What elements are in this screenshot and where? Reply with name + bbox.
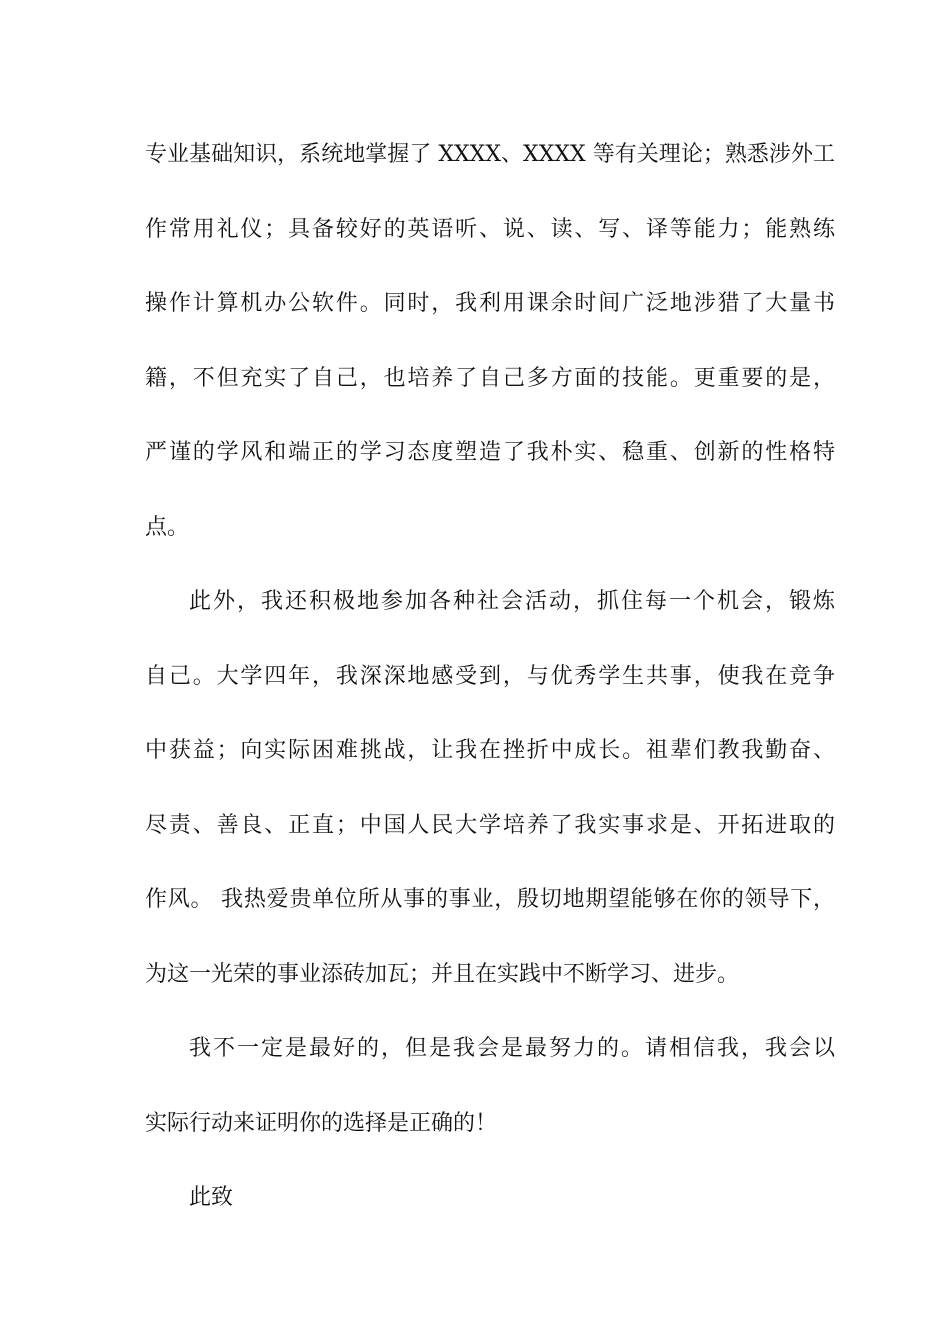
text-line-5: 严谨的学风和端正的学习态度塑造了我朴实、稳重、创新的性格特 — [145, 440, 835, 465]
text-line-2: 作常用礼仪；具备较好的英语听、说、读、写、译等能力；能熟练 — [145, 217, 835, 242]
text-line-3: 操作计算机办公软件。同时，我利用课余时间广泛地涉猎了大量书 — [145, 291, 835, 316]
text-line-14: 实际行动来证明你的选择是正确的！ — [145, 1111, 498, 1136]
text-line-1: 专业基础知识，系统地掌握了 XXXX、XXXX 等有关理论；熟悉涉外工 — [145, 142, 835, 167]
text-line-6: 点。 — [145, 515, 190, 540]
text-line-8: 自己。大学四年，我深深地感受到，与优秀学生共事，使我在竞争 — [145, 664, 835, 689]
text-line-11: 作风。 我热爱贵单位所从事的事业，殷切地期望能够在你的领导下， — [145, 887, 835, 912]
closing-line: 此致 — [189, 1185, 234, 1210]
text-line-10: 尽责、善良、正直；中国人民大学培养了我实事求是、开拓进取的 — [145, 813, 835, 838]
text-line-12: 为这一光荣的事业添砖加瓦；并且在实践中不断学习、进步。 — [145, 962, 740, 987]
text-line-13: 我不一定是最好的，但是我会是最努力的。请相信我，我会以 — [189, 1036, 835, 1061]
text-line-4: 籍，不但充实了自己，也培养了自己多方面的技能。更重要的是， — [145, 366, 835, 391]
text-line-7: 此外，我还积极地参加各种社会活动，抓住每一个机会，锻炼 — [189, 589, 835, 614]
text-line-9: 中获益；向实际困难挑战，让我在挫折中成长。祖辈们教我勤奋、 — [145, 738, 835, 763]
